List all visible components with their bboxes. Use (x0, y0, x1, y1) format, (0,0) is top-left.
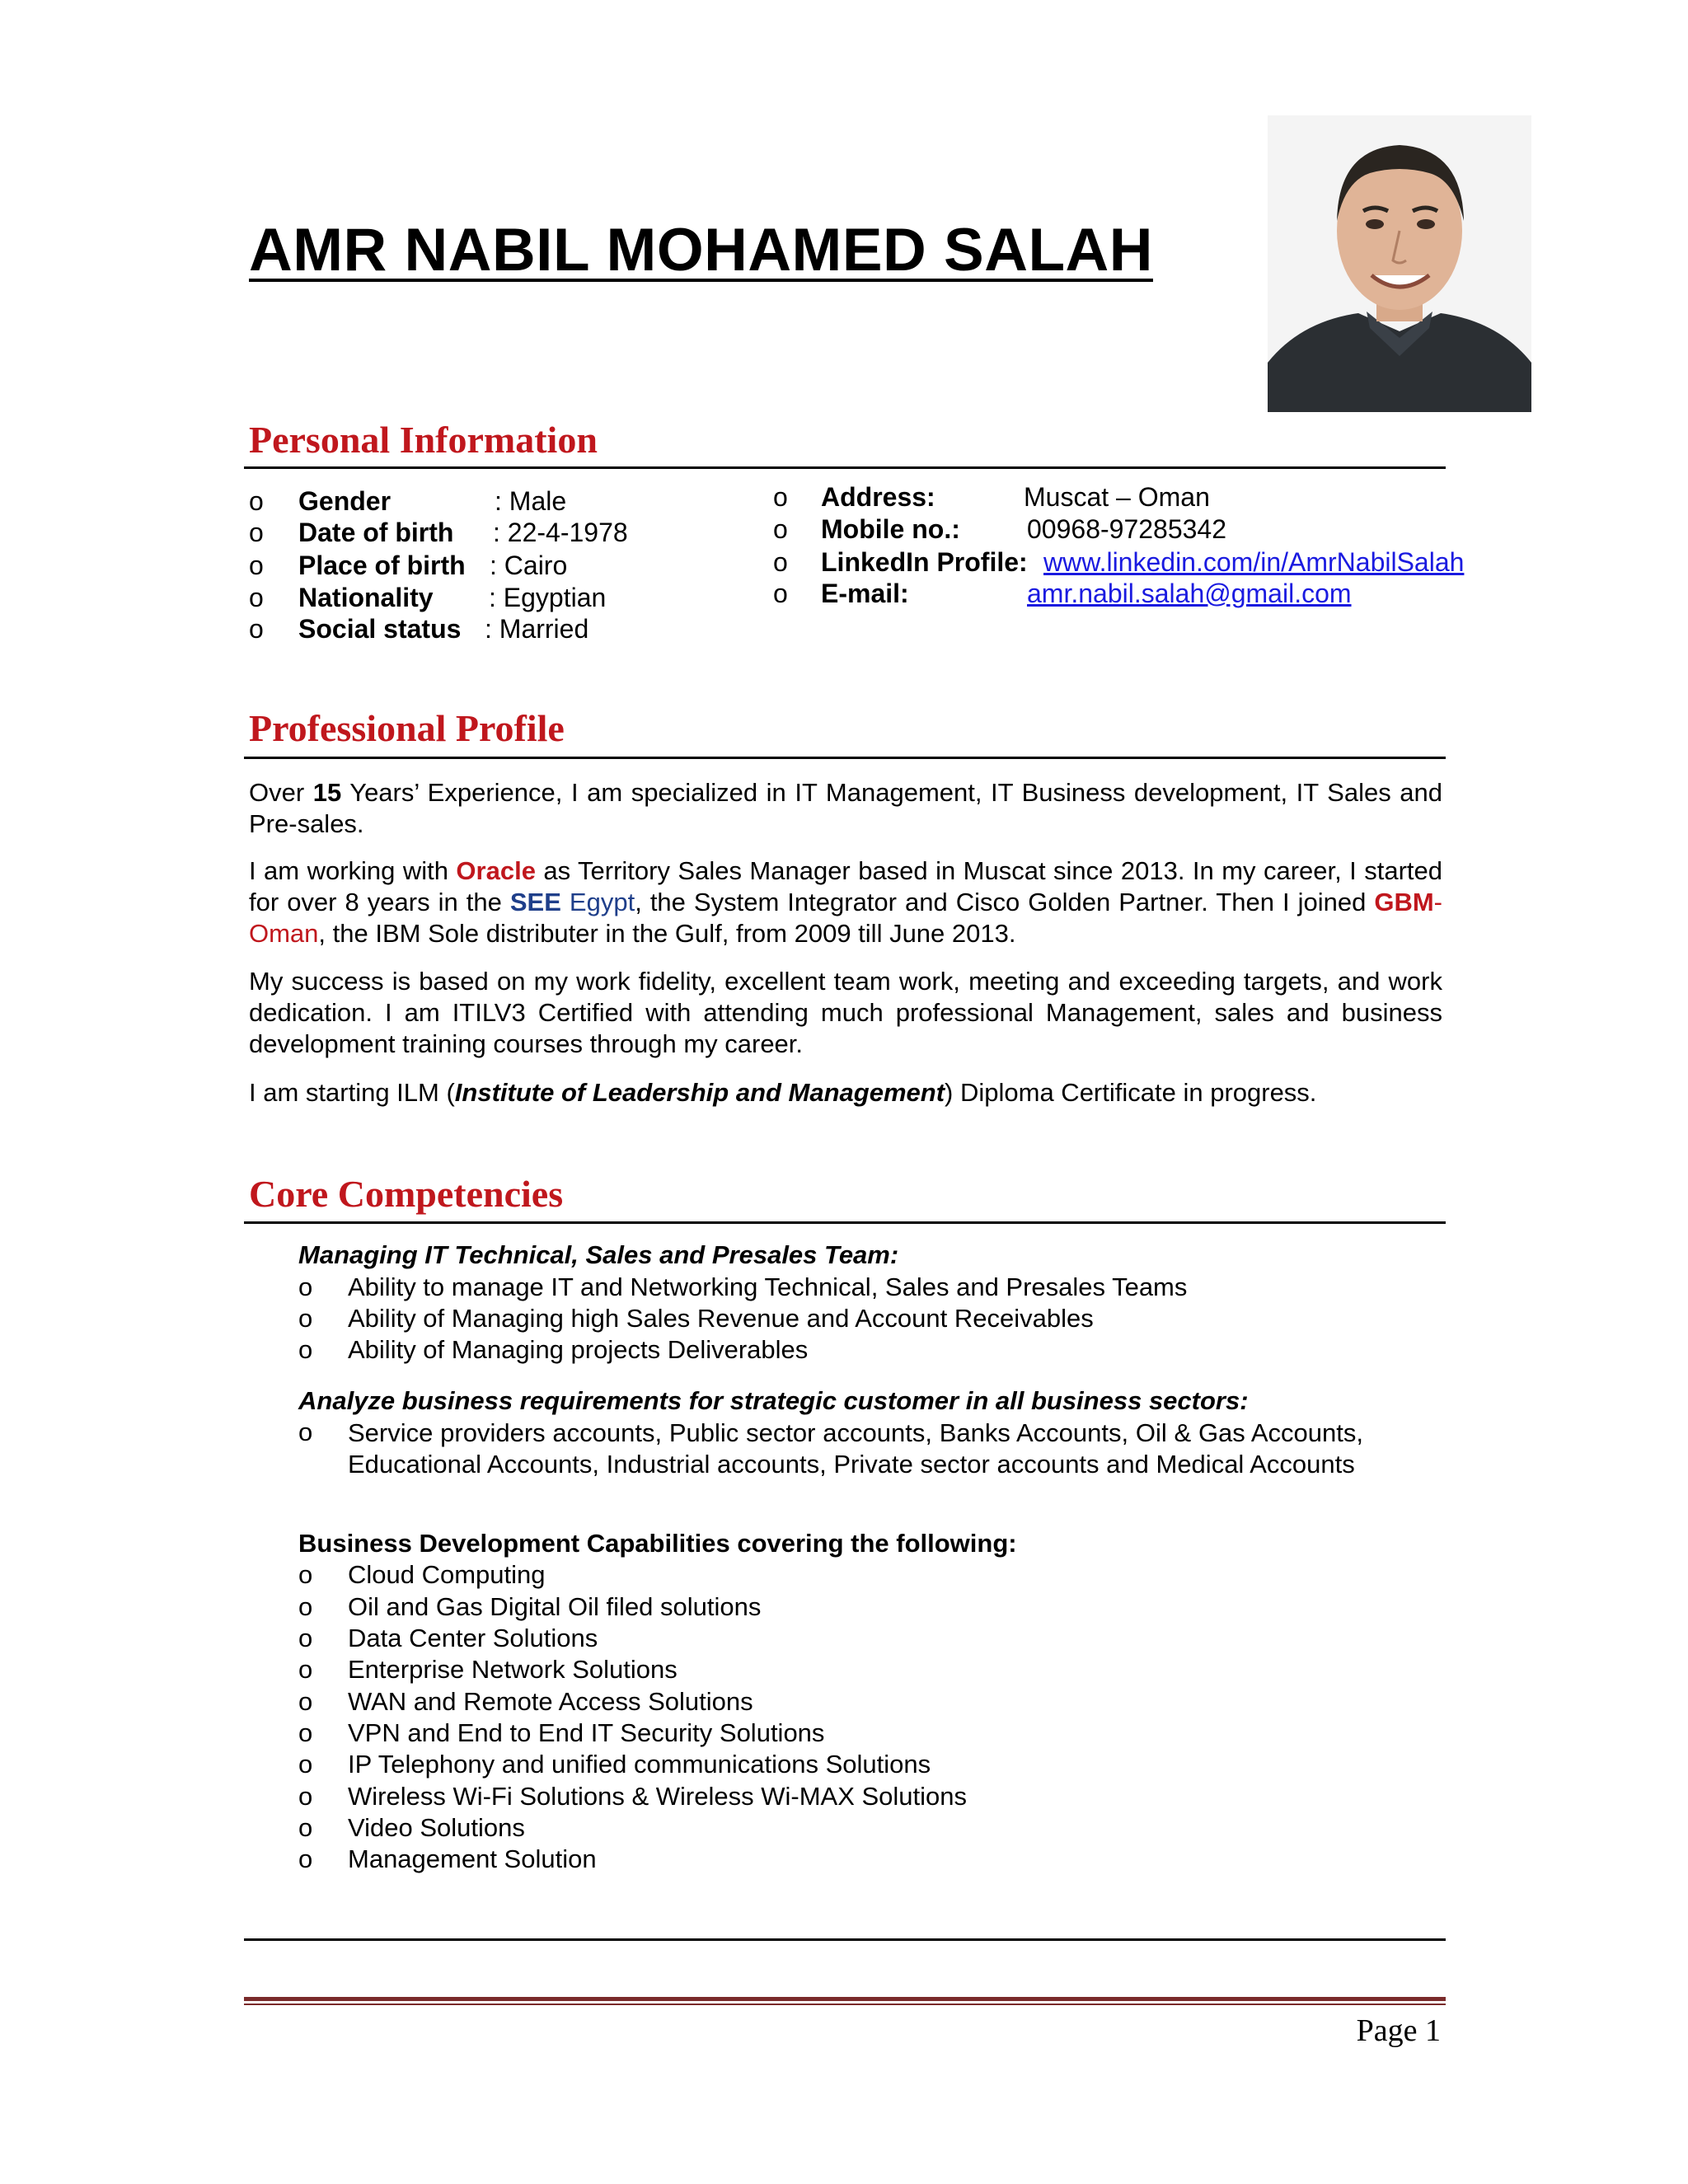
list-item: Service providers accounts, Public sector accounts, Banks Accounts, Oil & Gas Accounts, Educational Accounts, Industrial accounts, Private sector accounts and Medical Accounts (348, 1418, 1363, 1479)
social-status-label: Social status (298, 614, 462, 644)
list-item: o Oil and Gas Digital Oil filed solutions (298, 1592, 762, 1621)
competency-group-title: Business Development Capabilities covering the following: (298, 1529, 1017, 1558)
linkedin-label: LinkedIn Profile: (821, 547, 1028, 577)
email-link[interactable]: amr.nabil.salah@gmail.com (1027, 579, 1352, 608)
list-item: o Cloud Computing (298, 1560, 546, 1589)
list-item: o Ability to manage IT and Networking Technical, Sales and Presales Teams (298, 1272, 1188, 1301)
section-title-core: Core Competencies (249, 1173, 564, 1215)
linkedin-link[interactable]: www.linkedin.com/in/AmrNabilSalah (1043, 547, 1465, 577)
list-item: o Ability of Managing projects Deliverables (298, 1335, 809, 1364)
section-divider (244, 466, 1446, 469)
social-status-value: : Married (485, 614, 589, 644)
address-label: Address: (821, 482, 935, 512)
section-divider (244, 1221, 1446, 1224)
bullet: o (249, 486, 264, 516)
section-divider (244, 757, 1446, 759)
page-number: Page 1 (1356, 2013, 1441, 2048)
email-label: E-mail: (821, 579, 909, 608)
profile-paragraph-4: I am starting ILM (Institute of Leadership and Management) Diploma Certificate in progress. (249, 1078, 1317, 1107)
address-value: Muscat – Oman (1024, 482, 1210, 512)
candidate-name: AMR NABIL MOHAMED SALAH (249, 217, 1153, 284)
bullet: o (249, 614, 264, 644)
section-title-personal: Personal Information (249, 419, 598, 461)
bullet: o (249, 583, 264, 612)
bullet: o (249, 551, 264, 580)
bullet: o (773, 579, 788, 608)
section-title-profile: Professional Profile (249, 707, 565, 749)
list-item: o WAN and Remote Access Solutions (298, 1687, 753, 1716)
nationality-label: Nationality (298, 583, 434, 612)
footer-rule-thin (244, 2004, 1446, 2005)
bullet: o (773, 514, 788, 544)
list-item: o Data Center Solutions (298, 1624, 598, 1652)
list-item: o Enterprise Network Solutions (298, 1655, 678, 1684)
profile-paragraph-1: Over 15 Years’ Experience, I am specialized in IT Management, IT Business development, IT Sales and Pre-sales. (249, 778, 1442, 838)
mobile-label: Mobile no.: (821, 514, 960, 544)
list-item: o VPN and End to End IT Security Solutions (298, 1718, 825, 1747)
mobile-value: 00968-97285342 (1027, 514, 1227, 544)
list-item: o Video Solutions (298, 1813, 525, 1842)
bullet: o (298, 1418, 313, 1446)
profile-photo (1268, 115, 1531, 412)
dob-value: : 22-4-1978 (493, 518, 628, 547)
bullet: o (773, 547, 788, 577)
profile-paragraph-2: I am working with Oracle as Territory Sales Manager based in Muscat since 2013. In my career, I started for over 8 years in the SEE Egypt, the System Integrator and Cisco Golden Partner. Then I joined GBM-Oman, the IBM Sole distributer in the Gulf, from 2009 till June 2013. (249, 856, 1443, 948)
dob-label: Date of birth (298, 518, 454, 547)
competency-group-title: Analyze business requirements for strategic customer in all business sectors: (298, 1386, 1249, 1415)
list-item: o Ability of Managing high Sales Revenue and Account Receivables (298, 1304, 1094, 1333)
list-item: o IP Telephony and unified communications Solutions (298, 1750, 931, 1779)
place-of-birth-label: Place of birth (298, 551, 466, 580)
footer-rule-thick (244, 1997, 1446, 2001)
gender-value: : Male (495, 486, 567, 516)
list-item: o Management Solution (298, 1844, 597, 1873)
competency-group-title: Managing IT Technical, Sales and Presales Team: (298, 1240, 899, 1269)
section-divider (244, 1938, 1446, 1941)
place-of-birth-value: : Cairo (490, 551, 568, 580)
bullet: o (773, 482, 788, 512)
bullet: o (249, 518, 264, 547)
gender-label: Gender (298, 486, 392, 516)
list-item: o Wireless Wi-Fi Solutions & Wireless Wi-MAX Solutions (298, 1782, 968, 1811)
profile-paragraph-3: My success is based on my work fidelity, excellent team work, meeting and exceeding targets, and work dedication. I am ITILV3 Certified with attending much professional Management, sales and business development training courses through my career. (249, 967, 1442, 1058)
person-portrait-image (1268, 115, 1531, 412)
nationality-value: : Egyptian (489, 583, 607, 612)
